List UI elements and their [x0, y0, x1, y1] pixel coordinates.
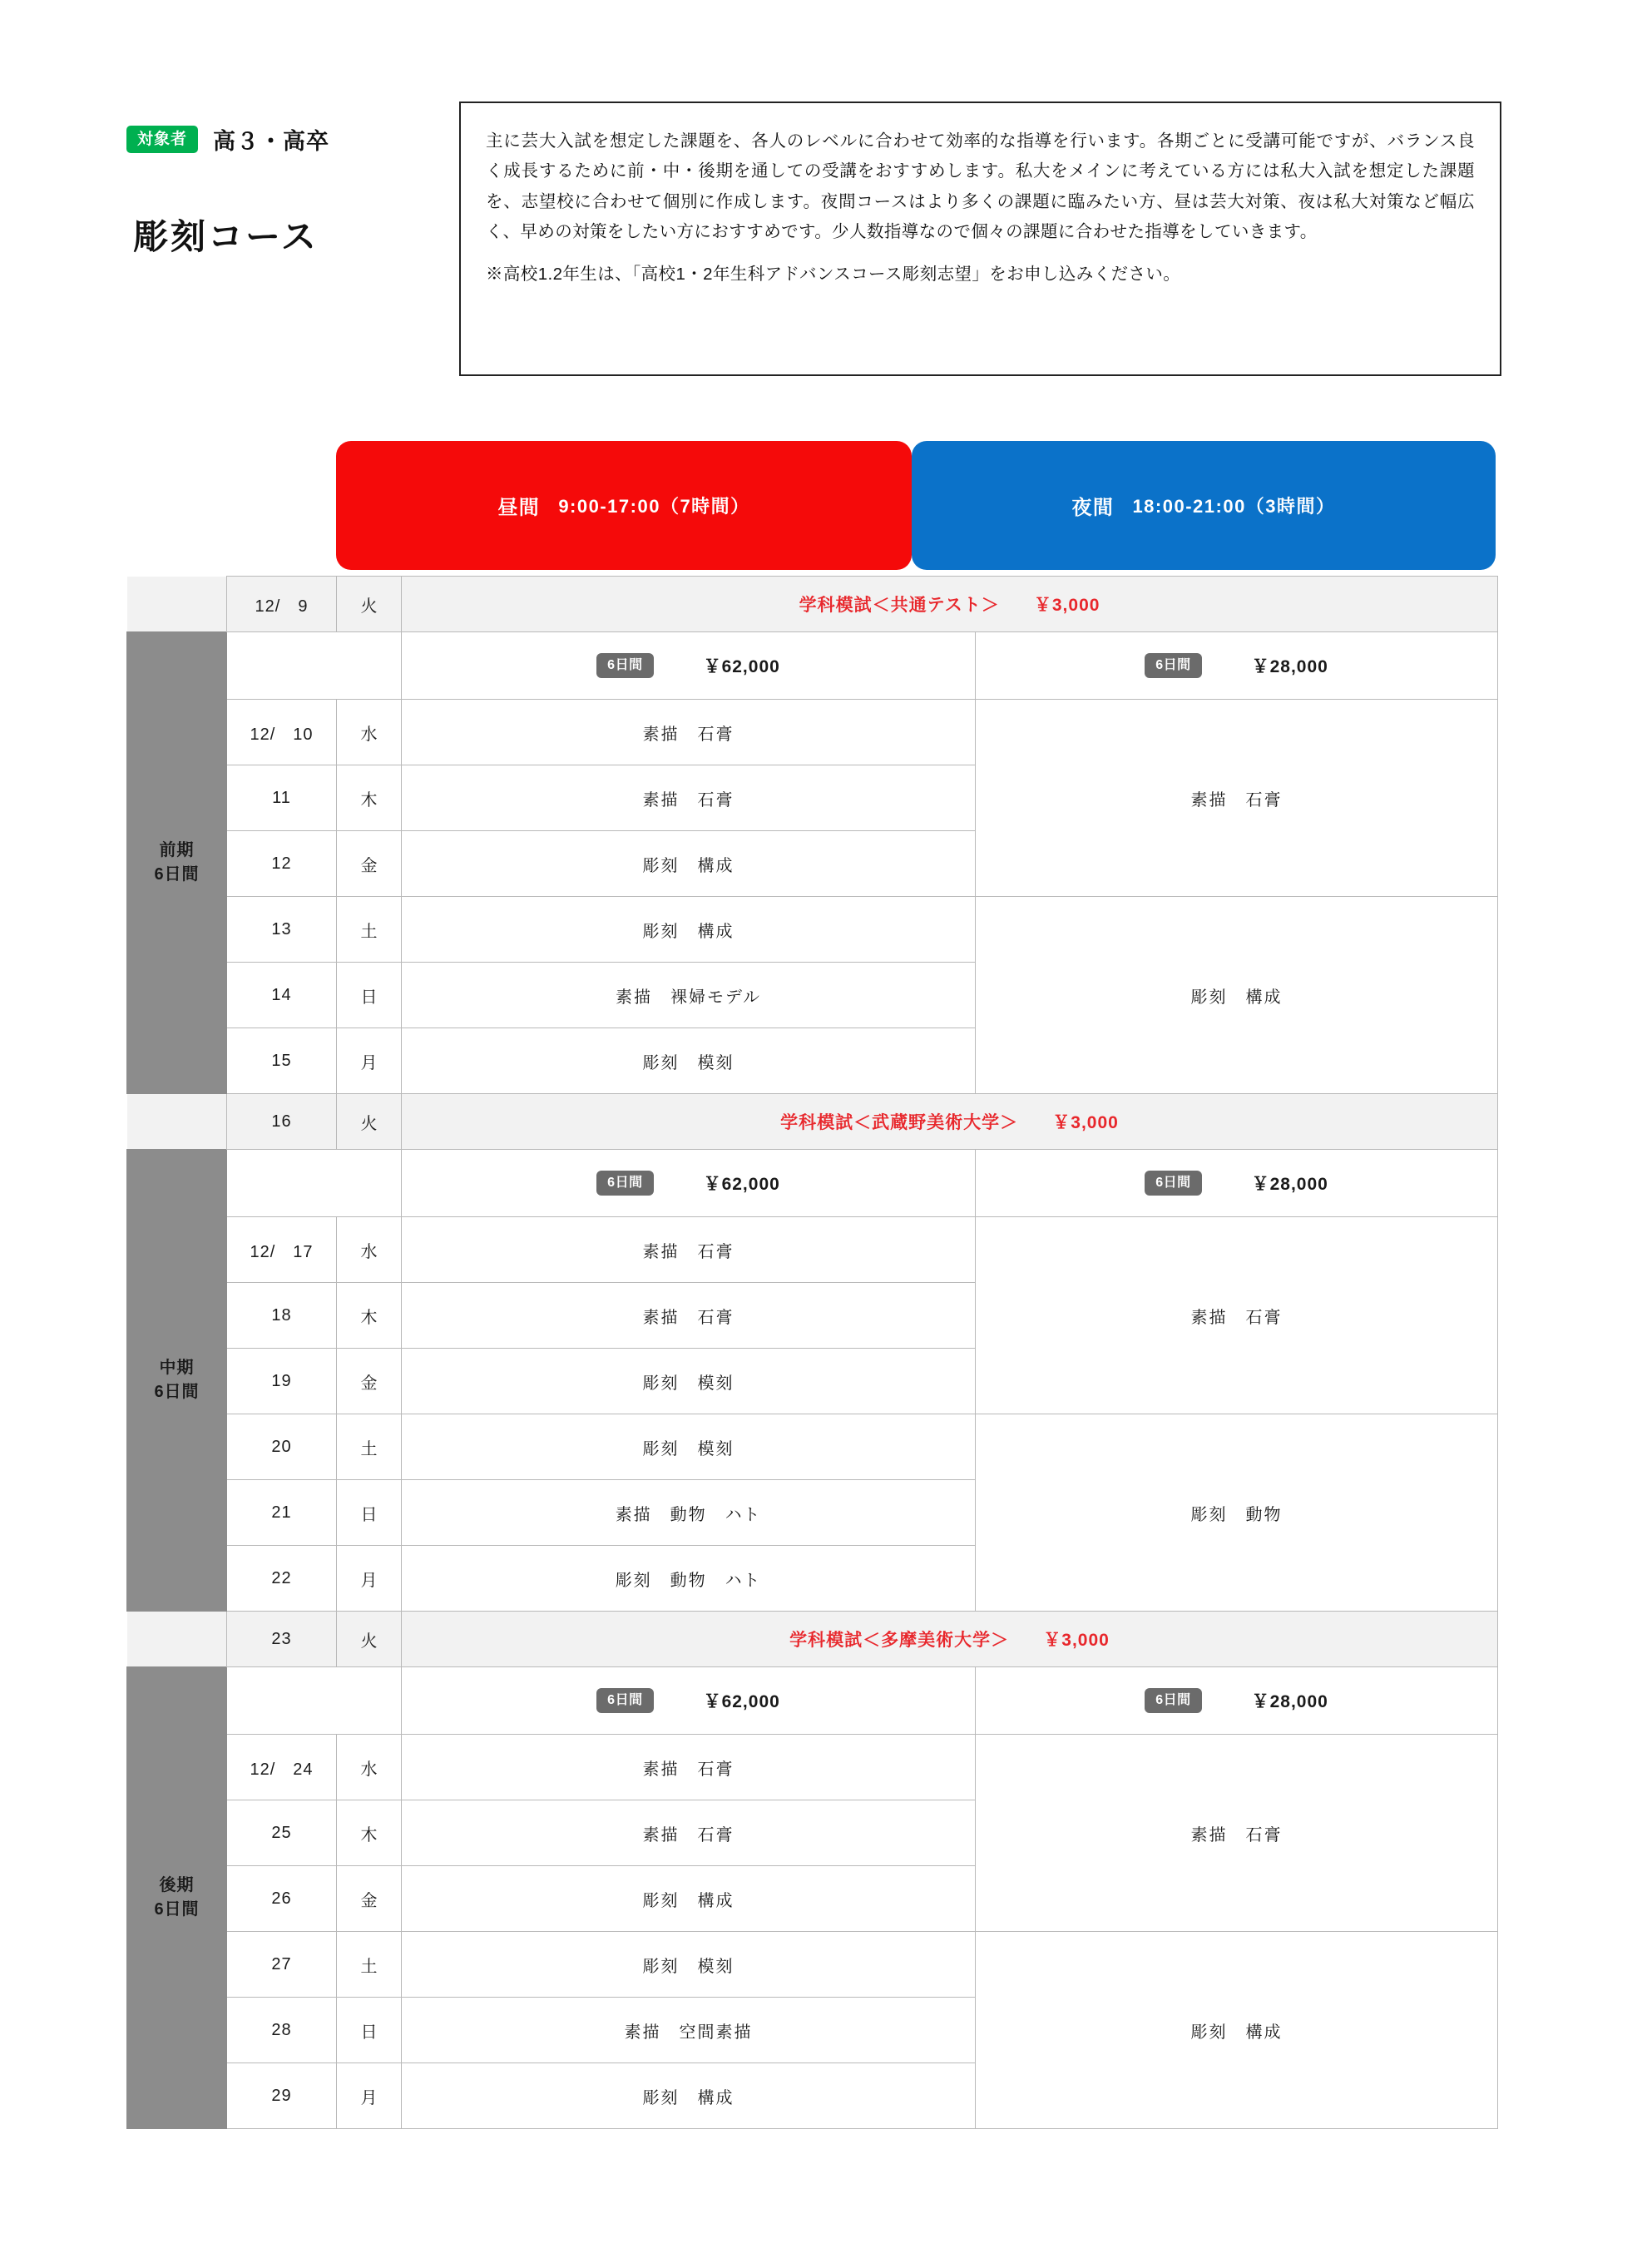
tab-nighttime[interactable] [912, 441, 1496, 570]
exam-date: 23 [227, 1612, 337, 1667]
row-date: 25 [227, 1800, 337, 1866]
noon-days-chip: 6日間 [596, 1688, 653, 1713]
night-days-chip: 6日間 [1145, 653, 1201, 678]
row-noon-subject: 素描 動物 ハト [402, 1480, 976, 1546]
exam-price: ￥3,000 [1052, 1113, 1119, 1132]
noon-price: ￥62,000 [703, 1692, 780, 1711]
noon-days-chip: 6日間 [596, 653, 653, 678]
term-name: 後期 [159, 1876, 195, 1894]
table-row-exam [127, 1612, 1498, 1667]
row-noon-subject: 素描 石膏 [402, 700, 976, 765]
price-row-blank [227, 632, 402, 700]
exam-day: 火 [337, 1612, 402, 1667]
term-days: 6日間 [154, 1383, 200, 1401]
exam-date: 16 [227, 1094, 337, 1150]
row-date: 27 [227, 1932, 337, 1998]
exam-day: 火 [337, 1094, 402, 1150]
row-date: 22 [227, 1546, 337, 1612]
exam-title: 学科模試＜武蔵野美術大学＞ [780, 1113, 1019, 1132]
night-price: ￥28,000 [1251, 1692, 1328, 1711]
row-date: 11 [227, 765, 337, 831]
term-label-cell [127, 1150, 227, 1612]
row-noon-subject: 彫刻 模刻 [402, 1349, 976, 1414]
table-row-price [127, 1150, 1498, 1217]
tab-nighttime-label: 夜間 [1071, 497, 1115, 519]
row-date: 12 [227, 831, 337, 897]
row-date: 15 [227, 1028, 337, 1094]
exam-title-cell [402, 1612, 1498, 1667]
table-row-exam [127, 1094, 1498, 1150]
exam-day: 火 [337, 577, 402, 632]
row-noon-subject: 彫刻 模刻 [402, 1932, 976, 1998]
row-date: 29 [227, 2063, 337, 2129]
row-day: 水 [337, 1735, 402, 1800]
row-day: 金 [337, 831, 402, 897]
row-day: 木 [337, 765, 402, 831]
table-row-exam [127, 577, 1498, 632]
page-title: 彫刻コース [133, 217, 319, 256]
price-row-blank [227, 1667, 402, 1735]
exam-title-cell [402, 1094, 1498, 1150]
row-noon-subject: 彫刻 模刻 [402, 1414, 976, 1480]
row-date: 12/ 10 [227, 700, 337, 765]
row-night-subject: 素描 石膏 [976, 1735, 1498, 1932]
time-slot-tabs [336, 441, 1496, 574]
row-noon-subject: 彫刻 構成 [402, 2063, 976, 2129]
night-price: ￥28,000 [1251, 657, 1328, 676]
tab-daytime[interactable] [336, 441, 912, 570]
night-days-chip: 6日間 [1145, 1171, 1201, 1196]
row-date: 14 [227, 963, 337, 1028]
row-day: 水 [337, 1217, 402, 1283]
row-date: 26 [227, 1866, 337, 1932]
noon-price-cell [402, 632, 976, 700]
tab-daytime-time: 9:00-17:00（7時間） [558, 496, 750, 517]
exam-price: ￥3,000 [1033, 596, 1100, 615]
row-day: 日 [337, 963, 402, 1028]
row-night-subject: 素描 石膏 [976, 700, 1498, 897]
row-noon-subject: 素描 石膏 [402, 1800, 976, 1866]
row-day: 日 [337, 1998, 402, 2063]
target-badge: 対象者 [126, 126, 198, 153]
table-row [127, 1932, 1498, 1998]
row-date: 28 [227, 1998, 337, 2063]
exam-title-cell [402, 577, 1498, 632]
row-noon-subject: 彫刻 構成 [402, 1866, 976, 1932]
tab-daytime-label: 昼間 [497, 497, 541, 519]
table-row [127, 1217, 1498, 1283]
table-row [127, 700, 1498, 765]
row-noon-subject: 素描 石膏 [402, 1735, 976, 1800]
row-day: 土 [337, 897, 402, 963]
noon-price-cell [402, 1667, 976, 1735]
row-date: 18 [227, 1283, 337, 1349]
night-price-cell [976, 1667, 1498, 1735]
page-header [0, 0, 1647, 391]
tab-nighttime-time: 18:00-21:00（3時間） [1132, 496, 1336, 517]
schedule-table [126, 576, 1498, 2129]
row-date: 12/ 17 [227, 1217, 337, 1283]
row-night-subject: 彫刻 動物 [976, 1414, 1498, 1612]
table-row-price [127, 632, 1498, 700]
row-noon-subject: 彫刻 構成 [402, 831, 976, 897]
row-day: 月 [337, 1546, 402, 1612]
night-price-cell [976, 1150, 1498, 1217]
noon-price: ￥62,000 [703, 1175, 780, 1194]
row-night-subject: 素描 石膏 [976, 1217, 1498, 1414]
target-audience [126, 123, 329, 156]
exam-title: 学科模試＜共通テスト＞ [799, 596, 1000, 615]
target-label: 高３・高卒 [213, 129, 330, 154]
row-date: 12/ 24 [227, 1735, 337, 1800]
term-spacer [127, 1094, 227, 1150]
row-day: 木 [337, 1800, 402, 1866]
row-noon-subject: 素描 石膏 [402, 1283, 976, 1349]
course-description-note: ※高校1.2年生は、「高校1・2年生科アドバンスコース彫刻志望」をお申し込みください。 [486, 264, 1181, 284]
row-noon-subject: 彫刻 構成 [402, 897, 976, 963]
row-date: 20 [227, 1414, 337, 1480]
course-description-text: 主に芸大入試を想定した課題を、各人のレベルに合わせて効率的な指導を行います。各期ごとに受講可能ですが、バランス良く成長するために前・中・後期を通しての受講をおすすめします。私大をメインに考えている方には私大入試を想定した課題を、志望校に合わせて個別に作成します。夜間コースはより多くの課題に臨みたい方、昼は芸大対策、夜は私大対策など幅広く、早めの対策をしたい方におすすめです。少人数指導なので個々の課題に合わせた指導をしていきます。 [486, 131, 1475, 242]
row-noon-subject: 素描 石膏 [402, 1217, 976, 1283]
row-noon-subject: 彫刻 模刻 [402, 1028, 976, 1094]
night-price: ￥28,000 [1251, 1175, 1328, 1194]
row-noon-subject: 彫刻 動物 ハト [402, 1546, 976, 1612]
row-date: 21 [227, 1480, 337, 1546]
row-night-subject: 彫刻 構成 [976, 1932, 1498, 2129]
term-days: 6日間 [154, 1900, 200, 1919]
term-spacer [127, 1612, 227, 1667]
night-days-chip: 6日間 [1145, 1688, 1201, 1713]
row-day: 土 [337, 1414, 402, 1480]
row-date: 19 [227, 1349, 337, 1414]
row-day: 日 [337, 1480, 402, 1546]
term-label-cell [127, 632, 227, 1094]
noon-price-cell [402, 1150, 976, 1217]
row-day: 水 [337, 700, 402, 765]
row-day: 金 [337, 1866, 402, 1932]
noon-days-chip: 6日間 [596, 1171, 653, 1196]
row-noon-subject: 素描 裸婦モデル [402, 963, 976, 1028]
term-spacer [127, 577, 227, 632]
term-name: 前期 [159, 841, 195, 859]
exam-date: 12/ 9 [227, 577, 337, 632]
price-row-blank [227, 1150, 402, 1217]
table-row-price [127, 1667, 1498, 1735]
term-label-cell [127, 1667, 227, 2129]
table-row [127, 897, 1498, 963]
term-days: 6日間 [154, 865, 200, 884]
row-date: 13 [227, 897, 337, 963]
exam-title: 学科模試＜多摩美術大学＞ [789, 1631, 1010, 1650]
term-name: 中期 [159, 1359, 195, 1377]
row-day: 月 [337, 2063, 402, 2129]
row-noon-subject: 素描 空間素描 [402, 1998, 976, 2063]
row-day: 木 [337, 1283, 402, 1349]
course-description-box [459, 102, 1501, 376]
row-day: 月 [337, 1028, 402, 1094]
table-row [127, 1735, 1498, 1800]
row-noon-subject: 素描 石膏 [402, 765, 976, 831]
noon-price: ￥62,000 [703, 657, 780, 676]
row-day: 土 [337, 1932, 402, 1998]
table-row [127, 1414, 1498, 1480]
exam-price: ￥3,000 [1043, 1631, 1110, 1650]
row-day: 金 [337, 1349, 402, 1414]
row-night-subject: 彫刻 構成 [976, 897, 1498, 1094]
night-price-cell [976, 632, 1498, 700]
